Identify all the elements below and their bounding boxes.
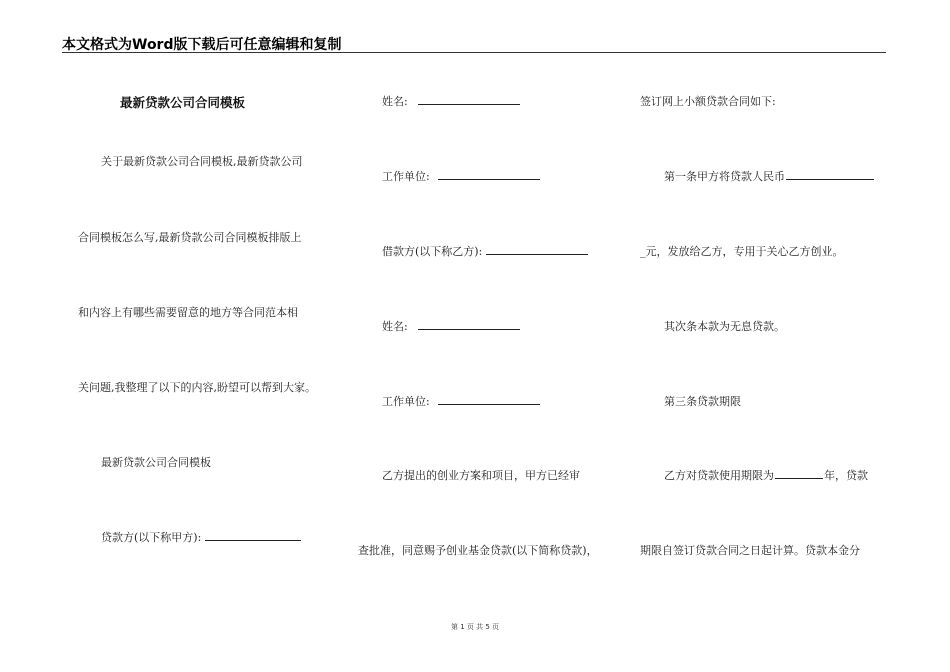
lender-line [101, 529, 301, 545]
article-3-heading: 第三条贷款期限 [664, 395, 741, 408]
body-line-1: 乙方提出的创业方案和项目，甲方已经审 [382, 469, 580, 482]
amount-blank [786, 169, 874, 180]
article-1-line [664, 168, 875, 184]
article-1-continued: _元，发放给乙方，专用于关心乙方创业。 [640, 245, 844, 258]
unit-blank-2 [438, 394, 540, 405]
document-title: 最新贷款公司合同模板 [120, 95, 246, 110]
term-blank [775, 468, 823, 479]
name-line-1 [382, 93, 520, 109]
section-subtitle: 最新贷款公司合同模板 [101, 456, 211, 469]
intro-line-2: 合同模板怎么写,最新贷款公司合同模板排版上 [78, 231, 302, 244]
contract-intro: 签订网上小额贷款合同如下: [640, 95, 776, 108]
intro-line-4: 关问题,我整理了以下的内容,盼望可以帮到大家。 [78, 381, 316, 394]
unit-label-1: 工作单位: [382, 170, 430, 183]
borrower-blank [486, 244, 588, 255]
unit-label-2: 工作单位: [382, 395, 430, 408]
unit-blank-1 [438, 169, 540, 180]
lender-label: 贷款方(以下称甲方): [101, 531, 202, 544]
intro-line-3: 和内容上有哪些需要留意的地方等合同范本相 [78, 306, 298, 319]
borrower-line [382, 243, 588, 259]
body-line-2: 查批准，同意赐予创业基金贷款(以下简称贷款)， [358, 544, 598, 557]
name-blank-1 [418, 94, 520, 105]
article-1-text: 第一条甲方将贷款人民币 [664, 170, 785, 183]
page-number: 第 1 页 共 5 页 [450, 623, 500, 631]
term-prefix: 乙方对贷款使用期限为 [664, 469, 774, 482]
intro-line-1: 关于最新贷款公司合同模板,最新贷款公司 [101, 155, 303, 168]
term-continued: 期限自签订贷款合同之日起计算。贷款本金分 [640, 544, 860, 557]
unit-line-1 [382, 168, 540, 184]
name-line-2 [382, 318, 520, 334]
term-suffix: 年，贷款 [824, 469, 868, 482]
article-2: 其次条本款为无息贷款。 [664, 320, 785, 333]
term-line [664, 467, 868, 483]
lender-blank [205, 530, 301, 541]
name-label-1: 姓名: [382, 95, 408, 108]
document-header: 本文格式为Word版下载后可任意编辑和复制 [62, 37, 342, 53]
borrower-label: 借款方(以下称乙方): [382, 245, 483, 258]
header-divider [62, 52, 886, 53]
unit-line-2 [382, 393, 540, 409]
name-blank-2 [418, 319, 520, 330]
name-label-2: 姓名: [382, 320, 408, 333]
